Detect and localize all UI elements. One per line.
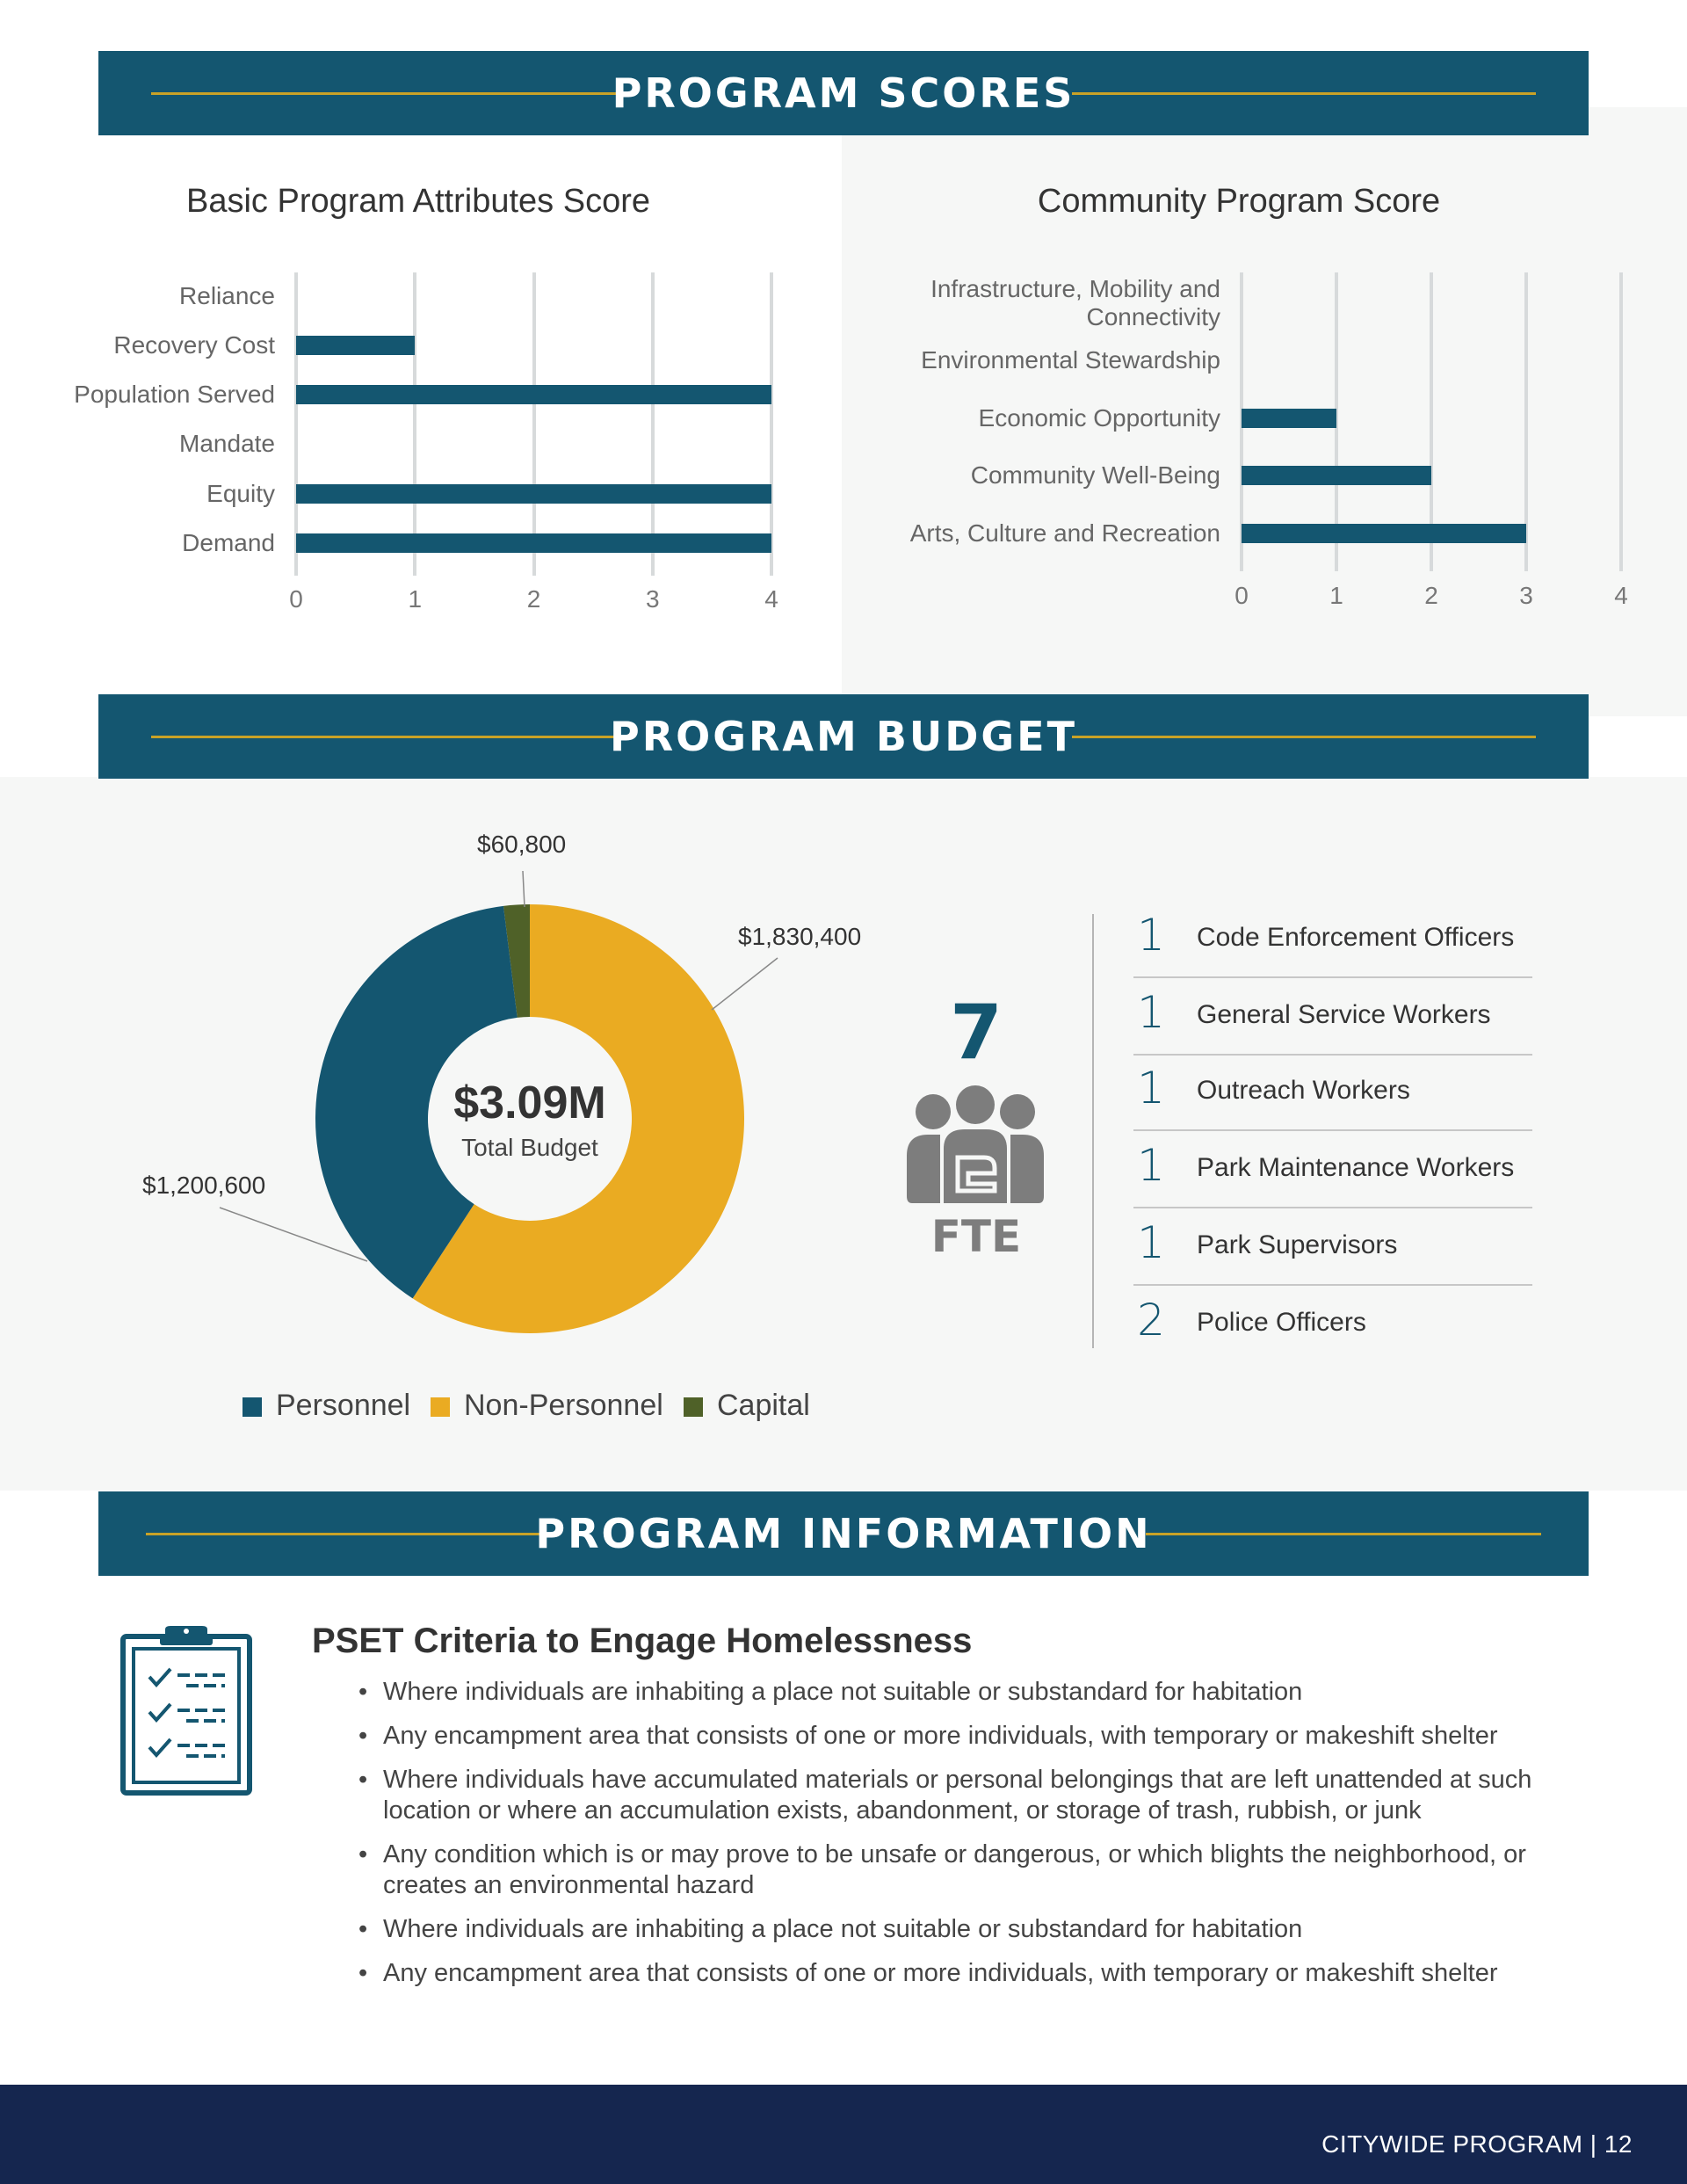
legend-label: Personnel (276, 1389, 411, 1422)
clipboard-checklist-icon (119, 1624, 253, 1796)
personnel-value-label: $1,200,600 (142, 1172, 266, 1199)
fte-total: 7 (950, 989, 1003, 1077)
fte-count: 1 (1137, 1063, 1165, 1114)
list-item: • Where individuals have accumulated materials or personal belongings that are left unattended at such location or where an accumulation exists, abandonment, or storage of trash, rubbish, or junk (358, 1765, 1589, 1826)
bar (1242, 466, 1431, 485)
x-tick-label: 0 (289, 585, 303, 613)
bar (1242, 524, 1526, 543)
total-budget-value: $3.09M (453, 1077, 606, 1128)
x-tick-label: 3 (645, 585, 660, 613)
legend-personnel (243, 1389, 410, 1423)
y-category-label: Reliance (179, 282, 275, 309)
banner-title: PROGRAM SCORES (612, 69, 1075, 117)
x-tick-label: 4 (764, 585, 778, 613)
list-item: • Where individuals are inhabiting a place not suitable or substandard for habitation (358, 1677, 1589, 1708)
program-scores-banner (98, 51, 1589, 135)
fte-position-title: General Service Workers (1197, 1000, 1491, 1029)
x-tick-label: 1 (408, 585, 423, 613)
banner-title: PROGRAM INFORMATION (535, 1510, 1152, 1557)
non-personnel-value-label: $1,830,400 (738, 923, 862, 950)
y-category-label: Population Served (74, 381, 275, 408)
fte-count: 1 (1137, 987, 1165, 1038)
page-footer (0, 2085, 1687, 2184)
legend-label: Capital (717, 1389, 810, 1422)
x-tick-label: 4 (1614, 582, 1628, 609)
x-tick-label: 3 (1519, 582, 1533, 609)
fte-row (1133, 1054, 1532, 1131)
y-category-label: Equity (206, 480, 275, 507)
y-category-label: Recovery Cost (113, 331, 275, 359)
criteria-list (358, 1677, 1589, 2002)
community-chart-title: Community Program Score (1037, 183, 1441, 220)
y-category-label: Mandate (179, 430, 275, 457)
gridline (770, 272, 773, 576)
bar (296, 385, 771, 404)
gridline (1619, 272, 1623, 571)
fte-count: 1 (1137, 1140, 1165, 1191)
fte-count: 2 (1137, 1295, 1165, 1346)
fte-position-title: Outreach Workers (1197, 1076, 1410, 1105)
bar (1242, 409, 1336, 428)
legend-swatch (684, 1397, 703, 1417)
list-item: • Any encampment area that consists of one or more individuals, with temporary or makeshift shelter (358, 1958, 1589, 1989)
total-budget-label: Total Budget (461, 1134, 598, 1161)
list-item: • Any encampment area that consists of one or more individuals, with temporary or makeshift shelter (358, 1721, 1589, 1752)
fte-position-title: Police Officers (1197, 1308, 1366, 1337)
program-information-banner (98, 1491, 1589, 1576)
basic-chart-title: Basic Program Attributes Score (186, 183, 650, 220)
y-category-label: Community Well-Being (970, 461, 1220, 489)
fte-row (1133, 1131, 1532, 1208)
list-item: • Any condition which is or may prove to be unsafe or dangerous, or which blights the neighborhood, or creates an environmental hazard (358, 1839, 1589, 1901)
gridline (532, 272, 536, 576)
list-item: • Where individuals are inhabiting a place not suitable or substandard for habitation (358, 1914, 1589, 1945)
fte-count: 1 (1137, 1217, 1165, 1268)
x-tick-label: 1 (1329, 582, 1343, 609)
fte-row (1133, 1286, 1532, 1363)
x-tick-label: 0 (1234, 582, 1249, 609)
legend-label: Non-Personnel (464, 1389, 663, 1422)
legend-non-personnel (431, 1389, 663, 1423)
legend-swatch (431, 1397, 450, 1417)
bar (296, 336, 415, 355)
gridline (294, 272, 298, 576)
fte-position-title: Park Supervisors (1197, 1230, 1398, 1259)
banner-title: PROGRAM BUDGET (610, 713, 1077, 760)
y-category-label: Arts, Culture and Recreation (909, 519, 1220, 547)
fte-divider (1092, 914, 1094, 1348)
program-budget-banner (98, 694, 1589, 779)
y-category-label: Infrastructure, Mobility and Connectivity (930, 275, 1220, 330)
capital-value-label: $60,800 (477, 831, 567, 858)
fte-label: FTE (930, 1211, 1022, 1262)
info-heading: PSET Criteria to Engage Homelessness (312, 1622, 973, 1660)
bar (296, 533, 771, 553)
fte-row (1133, 1208, 1532, 1286)
fte-position-title: Code Enforcement Officers (1197, 923, 1515, 952)
x-tick-label: 2 (1424, 582, 1438, 609)
y-category-label: Economic Opportunity (978, 404, 1220, 432)
footer-page-label: CITYWIDE PROGRAM | 12 (1321, 2130, 1633, 2158)
legend-swatch (243, 1397, 262, 1417)
bar (296, 484, 771, 504)
fte-row (1133, 901, 1532, 978)
gridline (413, 272, 416, 576)
y-category-label: Demand (182, 529, 275, 556)
y-category-label: Environmental Stewardship (921, 346, 1220, 374)
gridline (651, 272, 655, 576)
team-people-icon (903, 1085, 1047, 1205)
fte-position-title: Park Maintenance Workers (1197, 1153, 1515, 1182)
x-tick-label: 2 (526, 585, 541, 613)
fte-count: 1 (1137, 910, 1165, 961)
capital-leader-line (523, 871, 525, 907)
non-personnel-leader-line (712, 958, 778, 1010)
legend-capital (684, 1389, 810, 1423)
fte-row (1133, 978, 1532, 1056)
